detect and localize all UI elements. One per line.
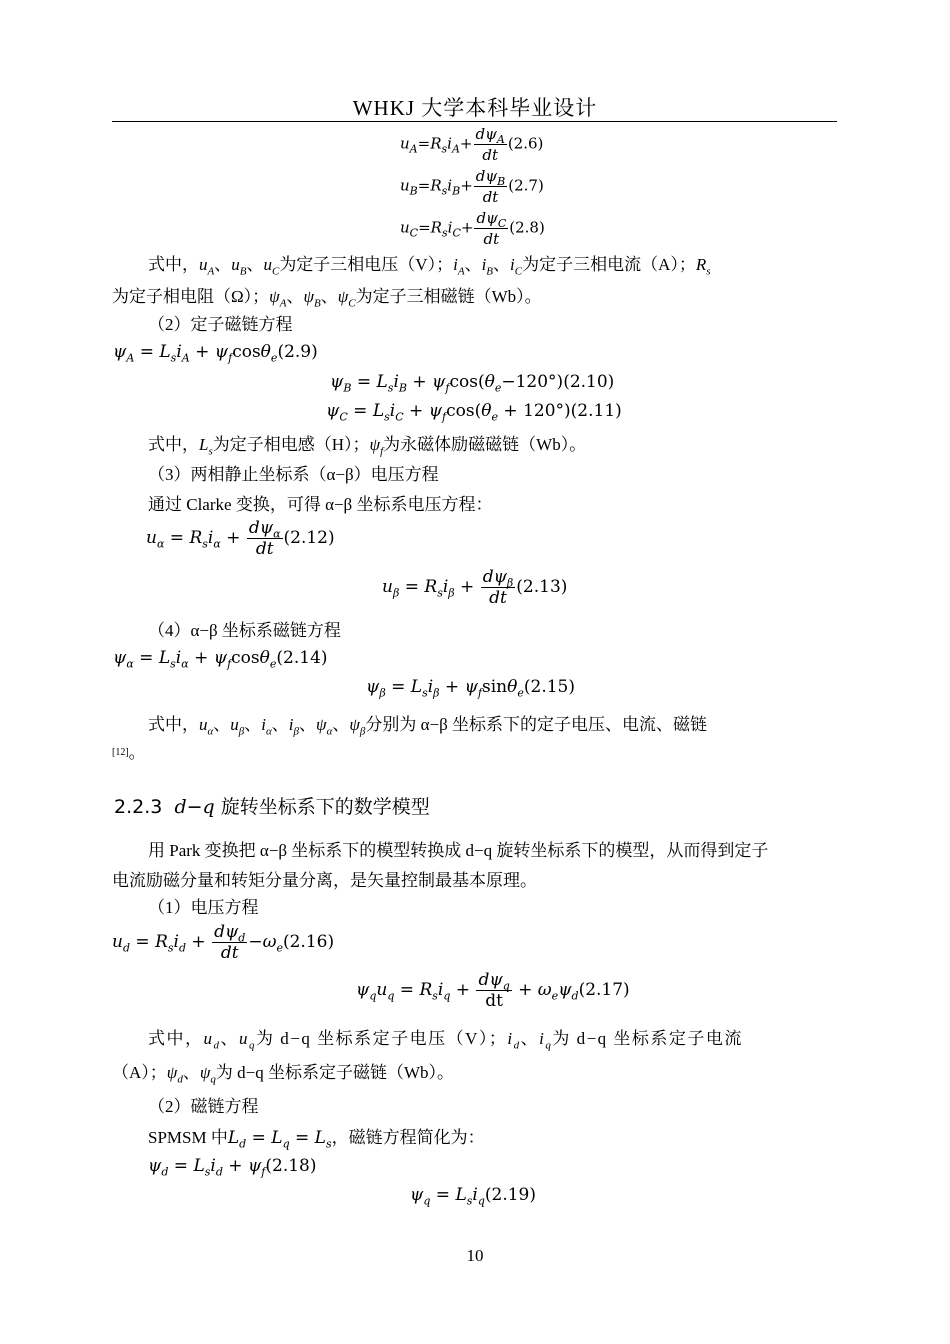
text: ，磁链方程简化为： (331, 1128, 485, 1147)
subheading-alpha-beta-voltage: （3）两相静止坐标系（α−β）电压方程 (148, 465, 439, 484)
equation-2-17: $\psi_qu_q = R_si_q$ + $\frac{d\psi_q}{dt}$ + $\omega_e\psi_d(2.17)$ (356, 970, 630, 1011)
text: 为永磁体励磁磁链（Wb）。 (383, 435, 587, 454)
equation-2-15: $\psi_\beta = L_si_\beta + \psi_f\sin\theta_e(2.15)$ (366, 677, 576, 700)
text: 式中， (148, 1029, 204, 1048)
equation-2-7: $u_B=R_si_B+$ $\frac{d\psi_B}{dt}$ (2.7) (400, 167, 544, 206)
equation-number: (2.18) (265, 1156, 317, 1176)
paragraph-park-line2: 电流励磁分量和转矩分量分离，是矢量控制最基本原理。 (112, 871, 537, 890)
page-header-title: WHKJ 大学本科毕业设计 (352, 96, 598, 120)
text: SPMSM 中 (148, 1128, 228, 1147)
equation-number: (2.15) (523, 677, 576, 697)
equation-2-10: $\psi_B = L_si_B + \psi_f\cos(\theta_e-120^\circ)(2.10)$ (330, 372, 615, 395)
paragraph-park: 用 Park 变换把 α−β 坐标系下的模型转换成 d−q 旋转坐标系下的模型，从而得到定子 (148, 841, 769, 860)
equation-2-14: $\psi_\alpha = L_si_\alpha + \psi_f\cos\theta_e(2.14)$ (113, 648, 328, 671)
equation-2-16: $u_d = R_si_d$ + $\frac{d\psi_d}{dt}$ $-\omega_e(2.16)$ (112, 922, 335, 963)
citation-line (112, 738, 146, 768)
text: 为定子相电阻（Ω）； (112, 287, 270, 306)
text: 分别为 α−β 坐标系下的定子电压、电流、磁链 (365, 715, 708, 734)
paragraph-symbols-4-line2: （A）；$\psi_d$、$\psi_q$为 d−q 坐标系定子磁链（Wb）。 (112, 1063, 455, 1086)
citation: [12] (112, 747, 129, 758)
text: 为定子三相电压（V）； (279, 255, 454, 274)
section-number: 2.2.3 (114, 796, 163, 818)
text: 为 d−q 坐标系定子电流 (552, 1029, 743, 1048)
equation-2-19: $\psi_q = L_si_q(2.19)$ (410, 1185, 537, 1208)
paragraph-symbols-3: 式中，$u_\alpha$、$u_\beta$、$i_\alpha$、$i_\beta$、$\psi_\alpha$、$\psi_\beta$分别为 α−β 坐标系下的定子电压、电流、磁链 (148, 715, 708, 738)
subheading-stator-flux: （2）定子磁链方程 (148, 315, 293, 334)
equation-number: (2.11) (570, 401, 622, 421)
equation-2-12: $u_\alpha = R_si_\alpha$ + $\frac{d\psi_\alpha}{dt}$ (2.12) (146, 518, 335, 559)
subheading-flux: （2）磁链方程 (148, 1097, 259, 1116)
header-rule (112, 121, 837, 122)
text: 为定子相电感（H）； (212, 435, 370, 454)
equation-number: (2.10) (563, 372, 615, 392)
equation-number: (2.6) (507, 134, 544, 153)
paragraph-clarke: 通过 Clarke 变换，可得 α−β 坐标系电压方程： (148, 495, 493, 514)
equation-2-13: $u_\beta = R_si_\beta$ + $\frac{d\psi_\beta}{dt}$ (2.13) (382, 567, 568, 608)
equation-number: (2.9) (277, 342, 318, 362)
subheading-voltage: （1）电压方程 (148, 898, 259, 917)
paragraph-symbols-1: 式中，$u_A$、$u_B$、$u_C$为定子三相电压（V）；$i_A$、$i_B$、$i_C$为定子三相电流（A）；$R_s$ (148, 255, 711, 278)
equation-2-11: $\psi_C = L_si_C + \psi_f\cos(\theta_e + 120^\circ)(2.11)$ (326, 401, 622, 424)
text: 式中， (148, 435, 199, 454)
equation-number: (2.13) (516, 577, 568, 597)
equation-2-8: $u_C=R_si_C+$ $\frac{d\psi_C}{dt}$ (2.8) (400, 209, 545, 248)
subheading-alpha-beta-flux: （4）α−β 坐标系磁链方程 (148, 621, 341, 640)
equation-number: (2.16) (282, 932, 335, 952)
text: 为 d−q 坐标系定子磁链（Wb）。 (215, 1063, 455, 1082)
text: 式中， (148, 255, 199, 274)
equation-number: (2.17) (578, 980, 630, 1000)
section-title: 旋转坐标系下的数学模型 (220, 796, 430, 818)
equation-number: (2.12) (283, 528, 335, 548)
text: 为 d−q 坐标系定子电压（V）； (256, 1029, 508, 1048)
text: 。 (128, 743, 146, 762)
equation-2-18: $\psi_d = L_si_d + \psi_f(2.18)$ (148, 1156, 317, 1179)
section-heading: 2.2.3 d−q 旋转坐标系下的数学模型 (114, 796, 430, 818)
equation-number: (2.7) (508, 176, 544, 195)
equation-2-9: $\psi_A = L_si_A + \psi_f\cos\theta_e(2.9)$ (113, 342, 318, 365)
paragraph-symbols-4: 式中，$u_d$、$u_q$为 d−q 坐标系定子电压（V）；$i_d$、$i_q$为 d−q 坐标系定子电流 (148, 1029, 743, 1052)
equation-number: (2.14) (276, 648, 328, 668)
paragraph-symbols-1-line2: 为定子相电阻（Ω）；$\psi_A$、$\psi_B$、$\psi_C$为定子三相磁链（Wb）。 (112, 287, 542, 310)
text: 为定子三相磁链（Wb）。 (355, 287, 542, 306)
equation-number: (2.8) (509, 218, 545, 237)
equation-2-6: $u_A=R_si_A+$ $\frac{d\psi_A}{dt}$ (2.6) (400, 125, 544, 164)
paragraph-symbols-2: 式中，$L_s$为定子相电感（H）；$\psi_f$为永磁体励磁磁链（Wb）。 (148, 435, 587, 458)
equation-number: (2.19) (484, 1185, 537, 1205)
text: 式中， (148, 715, 199, 734)
page-number: 10 (466, 1246, 484, 1265)
text: （A）； (112, 1063, 167, 1082)
paragraph-spmsm: SPMSM 中$L_d = L_q = L_s$，磁链方程简化为： (148, 1128, 485, 1151)
text: 为定子三相电流（A）； (522, 255, 696, 274)
